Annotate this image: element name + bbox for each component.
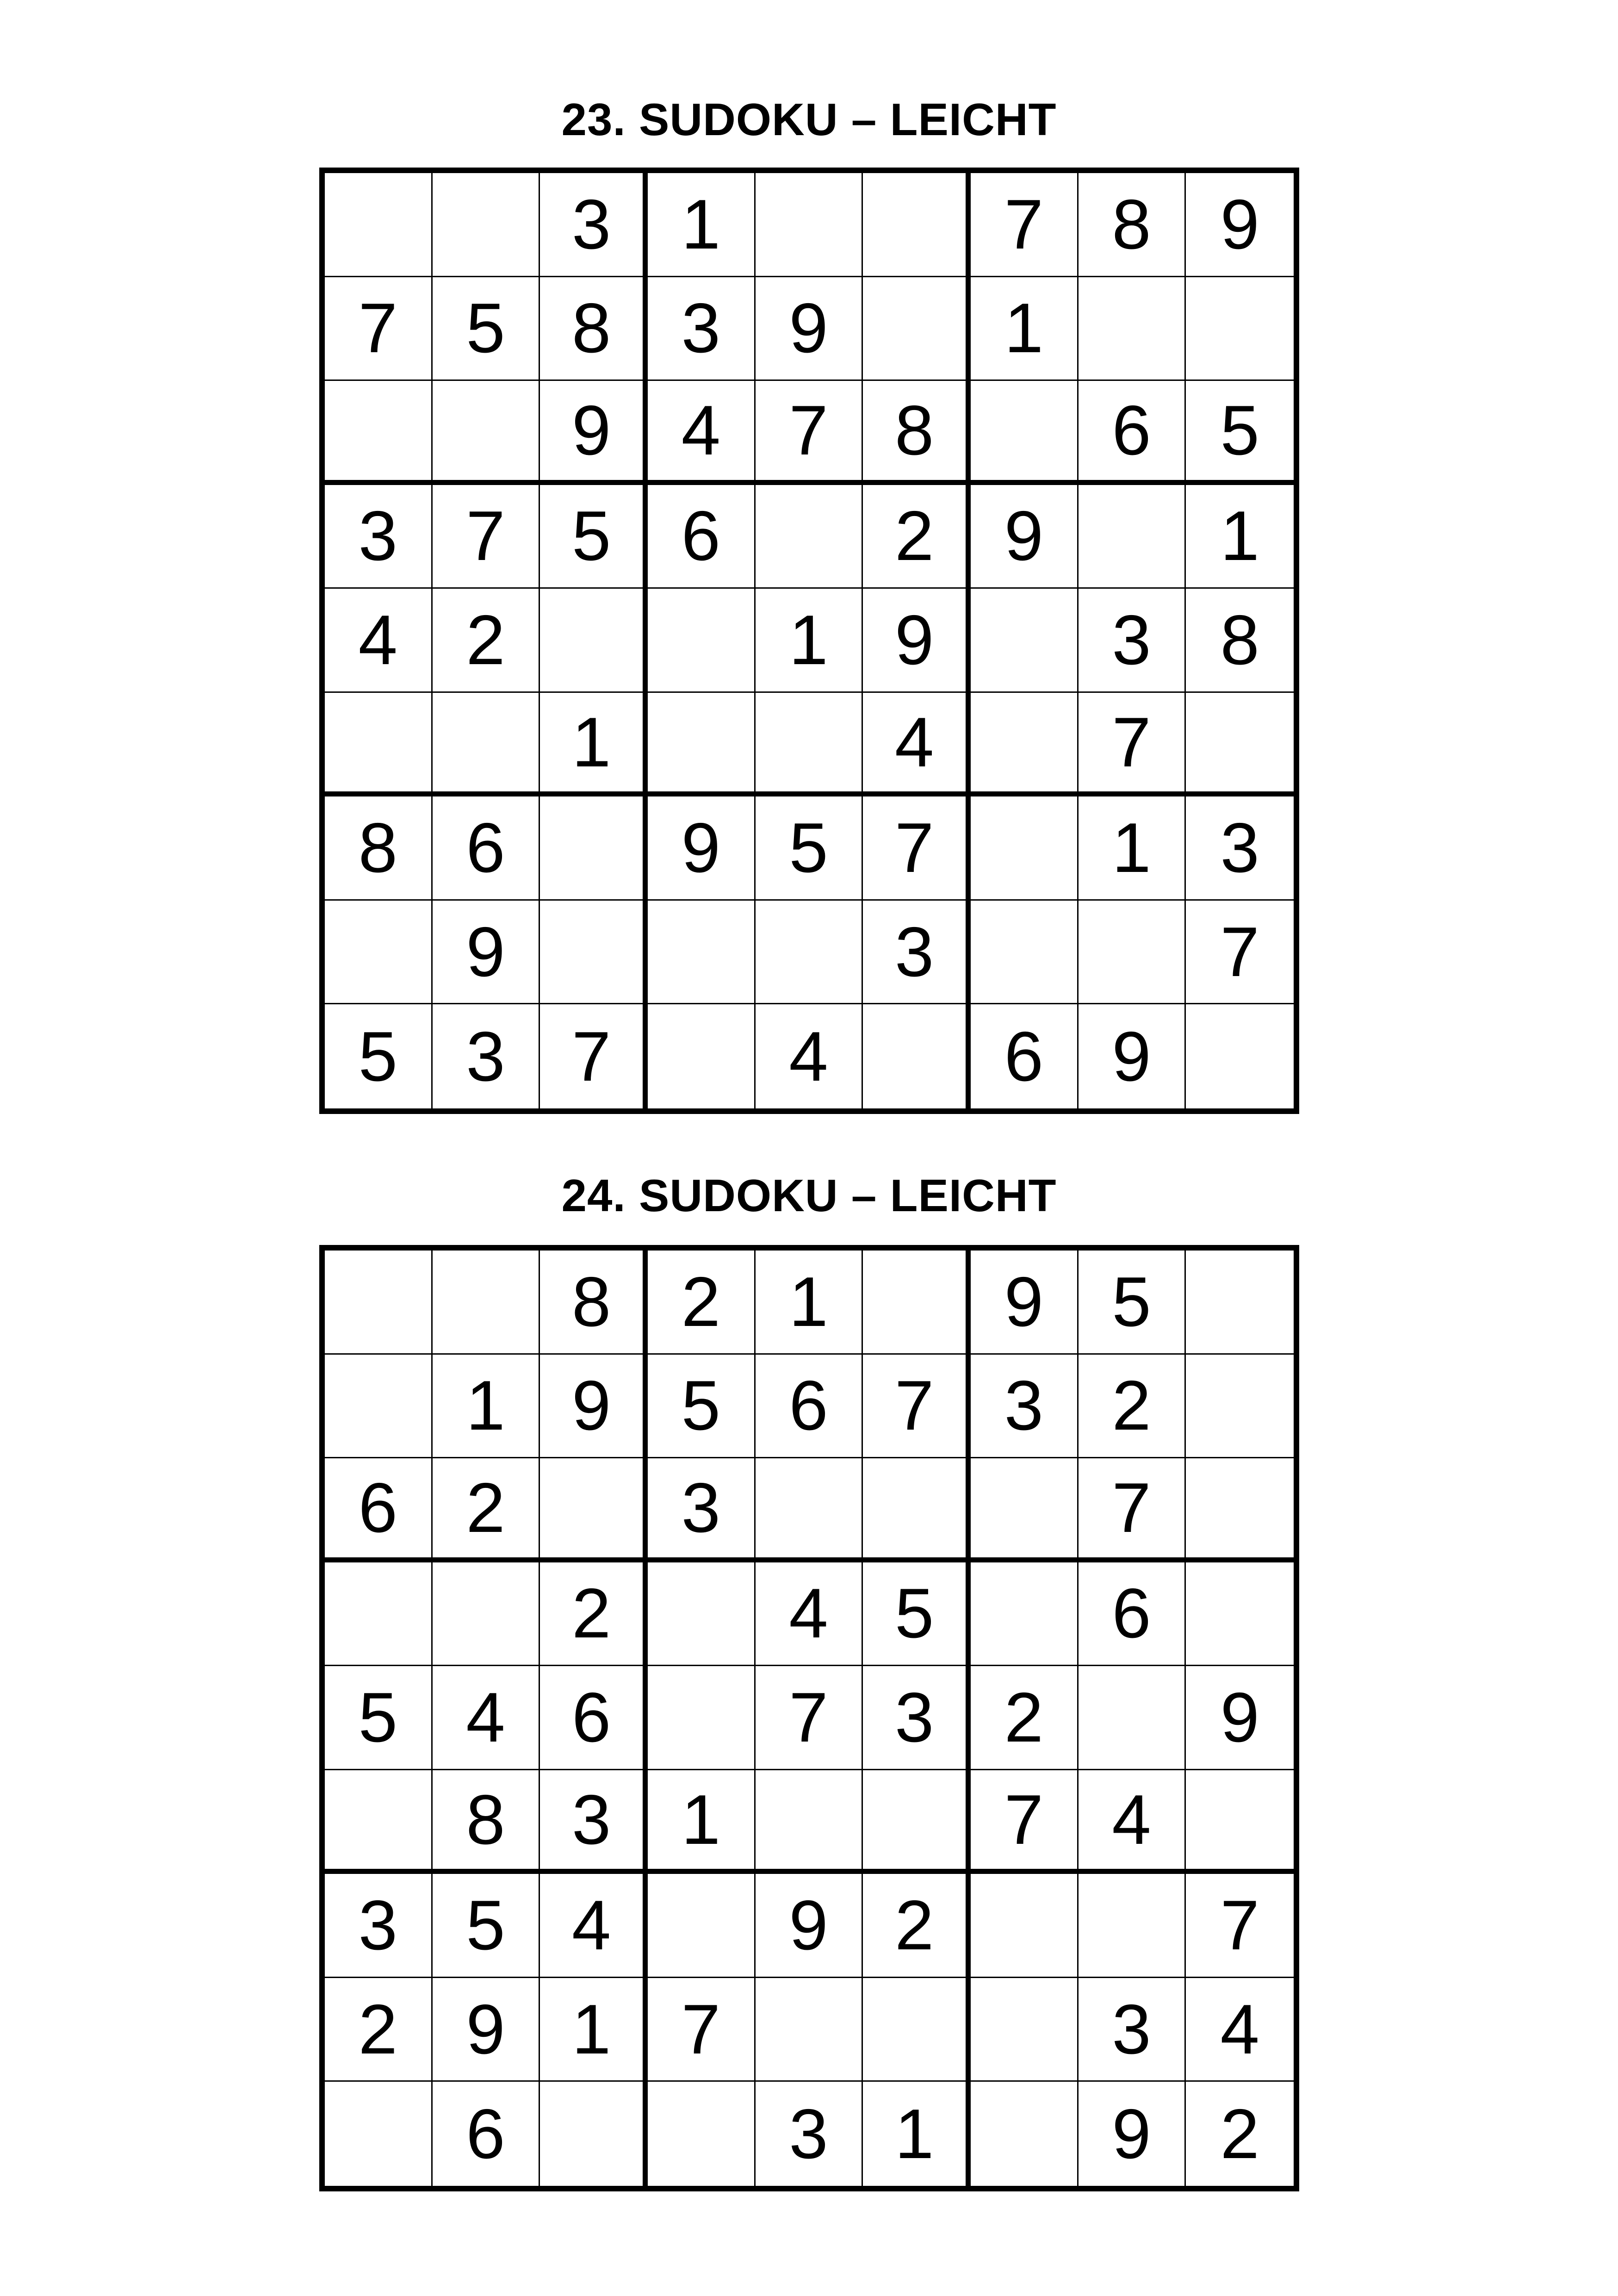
sudoku-cell: 5 (1186, 381, 1294, 485)
sudoku-cell (863, 1458, 971, 1562)
sudoku-cell: 5 (325, 1666, 433, 1770)
sudoku-cell (756, 173, 863, 277)
sudoku-cell: 4 (756, 1004, 863, 1108)
sudoku-cell: 9 (433, 901, 540, 1005)
sudoku-cell: 8 (325, 796, 433, 901)
sudoku-cell: 5 (1079, 1251, 1186, 1355)
sudoku-cell (1186, 1251, 1294, 1355)
sudoku-cell: 8 (540, 1251, 648, 1355)
sudoku-cell: 3 (325, 485, 433, 589)
sudoku-cell (1186, 1004, 1294, 1108)
sudoku-cell: 7 (1079, 693, 1186, 797)
sudoku-cell: 7 (863, 796, 971, 901)
sudoku-cell (863, 1251, 971, 1355)
sudoku-cell (863, 1978, 971, 2082)
sudoku-cell: 4 (863, 693, 971, 797)
sudoku-cell (325, 693, 433, 797)
sudoku-cell: 8 (433, 1770, 540, 1874)
sudoku-cell: 4 (433, 1666, 540, 1770)
sudoku-cell (1186, 1562, 1294, 1667)
sudoku-grid (319, 1245, 1299, 2191)
sudoku-cell (1079, 1666, 1186, 1770)
sudoku-cell: 6 (325, 1458, 433, 1562)
sudoku-cell (325, 1770, 433, 1874)
sudoku-cell: 8 (1186, 589, 1294, 693)
sudoku-cell: 9 (540, 381, 648, 485)
sudoku-cell (756, 1770, 863, 1874)
sudoku-cell (433, 1562, 540, 1667)
sudoku-cell: 7 (1079, 1458, 1186, 1562)
sudoku-cell: 1 (648, 1770, 756, 1874)
sudoku-cell: 4 (1186, 1978, 1294, 2082)
sudoku-cell (971, 381, 1079, 485)
sudoku-cell (325, 173, 433, 277)
sudoku-cell (648, 1874, 756, 1978)
sudoku-grid (319, 168, 1299, 1114)
sudoku-cell (756, 901, 863, 1005)
sudoku-cell: 1 (756, 589, 863, 693)
sudoku-cell (325, 1251, 433, 1355)
sudoku-cell (863, 1004, 971, 1108)
sudoku-cell (971, 796, 1079, 901)
sudoku-cell: 9 (1186, 1666, 1294, 1770)
sudoku-cell (1186, 1770, 1294, 1874)
sudoku-cell: 8 (1079, 173, 1186, 277)
sudoku-cell: 2 (1220, 2094, 1259, 2173)
sudoku-cell: 9 (1079, 2082, 1186, 2186)
sudoku-cell: 7 (1186, 901, 1294, 1005)
sudoku-cell: 1 (1079, 796, 1186, 901)
sudoku-cell: 1 (863, 2082, 971, 2186)
sudoku-cell: 6 (756, 1355, 863, 1459)
sudoku-cell: 3 (1079, 1978, 1186, 2082)
sudoku-cell: 2 (1079, 1355, 1186, 1459)
sudoku-cell: 3 (540, 1770, 648, 1874)
sudoku-cell: 2 (971, 1666, 1079, 1770)
sudoku-cell (540, 589, 648, 693)
sudoku-cell (971, 1874, 1079, 1978)
sudoku-cell: 9 (863, 589, 971, 693)
sudoku-cell: 1 (540, 693, 648, 797)
sudoku-cell (971, 901, 1079, 1005)
sudoku-cell (648, 693, 756, 797)
sudoku-cell (648, 1004, 756, 1108)
sudoku-cell (971, 1458, 1079, 1562)
sudoku-cell (1186, 693, 1294, 797)
sudoku-cell (971, 1562, 1079, 1667)
sudoku-cell: 7 (540, 1004, 648, 1108)
sudoku-cell: 2 (863, 1874, 971, 1978)
sudoku-cell: 7 (863, 1355, 971, 1459)
sudoku-cell: 3 (1186, 796, 1294, 901)
sudoku-cell (433, 173, 540, 277)
sudoku-cell (648, 2082, 756, 2186)
sudoku-cell: 6 (648, 485, 756, 589)
sudoku-cell: 3 (756, 2082, 863, 2186)
sudoku-cell (648, 1562, 756, 1667)
sudoku-cell (325, 2082, 433, 2186)
sudoku-cell (1186, 277, 1294, 381)
sudoku-cell: 7 (756, 381, 863, 485)
sudoku-cell: 1 (756, 1251, 863, 1355)
sudoku-cell (756, 485, 863, 589)
sudoku-cell (648, 589, 756, 693)
sudoku-cell: 2 (863, 485, 971, 589)
sudoku-cell (863, 1770, 971, 1874)
sudoku-cell: 3 (863, 901, 971, 1005)
sudoku-cell: 8 (863, 381, 971, 485)
sudoku-cell (433, 1251, 540, 1355)
sudoku-cell: 1 (540, 1978, 648, 2082)
sudoku-cell: 1 (433, 1355, 540, 1459)
sudoku-cell: 2 (433, 589, 540, 693)
sudoku-cell: 4 (756, 1562, 863, 1667)
sudoku-cell: 9 (433, 1978, 540, 2082)
sudoku-cell: 3 (971, 1355, 1079, 1459)
sudoku-cell: 6 (540, 1666, 648, 1770)
sudoku-cell: 5 (540, 485, 648, 589)
sudoku-cell (863, 277, 971, 381)
sudoku-cell: 1 (1186, 485, 1294, 589)
sudoku-cell: 7 (648, 1978, 756, 2082)
sudoku-cell (1079, 277, 1186, 381)
sudoku-cell (1079, 485, 1186, 589)
sudoku-cell: 4 (648, 381, 756, 485)
sudoku-cell (1186, 1458, 1294, 1562)
sudoku-cell (756, 1458, 863, 1562)
sudoku-cell: 1 (971, 277, 1079, 381)
sudoku-cell: 5 (863, 1562, 971, 1667)
sudoku-cell: 5 (325, 1004, 433, 1108)
sudoku-cell: 6 (971, 1004, 1079, 1108)
puzzle-title: 23. SUDOKU – LEICHT (561, 94, 1057, 145)
sudoku-cell (756, 1978, 863, 2082)
sudoku-cell: 2 (325, 1978, 433, 2082)
sudoku-cell (648, 1666, 756, 1770)
sudoku-cell (971, 2082, 1079, 2186)
puzzle-title: 24. SUDOKU – LEICHT (561, 1170, 1057, 1221)
sudoku-cell: 7 (325, 277, 433, 381)
sudoku-cell: 9 (648, 796, 756, 901)
sudoku-cell: 2 (540, 1562, 648, 1667)
sudoku-cell (756, 693, 863, 797)
sudoku-cell (325, 901, 433, 1005)
sudoku-cell: 2 (433, 1458, 540, 1562)
sudoku-cell: 3 (540, 173, 648, 277)
sudoku-cell: 9 (1079, 1004, 1186, 1108)
sudoku-cell: 7 (756, 1666, 863, 1770)
sudoku-cell (540, 901, 648, 1005)
sudoku-cell: 9 (540, 1355, 648, 1459)
sudoku-cell (540, 2082, 648, 2186)
sudoku-cell: 5 (433, 277, 540, 381)
sudoku-cell (1079, 901, 1186, 1005)
sudoku-cell (648, 901, 756, 1005)
sudoku-cell: 4 (1079, 1770, 1186, 1874)
sudoku-cell (540, 796, 648, 901)
sudoku-cell: 4 (540, 1874, 648, 1978)
sudoku-cell: 3 (648, 1458, 756, 1562)
sudoku-cell: 6 (1079, 381, 1186, 485)
sudoku-cell: 3 (648, 277, 756, 381)
sudoku-cell: 9 (756, 1874, 863, 1978)
sudoku-cell: 5 (648, 1355, 756, 1459)
sudoku-cell (325, 1562, 433, 1667)
sudoku-cell (971, 693, 1079, 797)
sudoku-cell (971, 1978, 1079, 2082)
sudoku-cell (325, 1355, 433, 1459)
sudoku-cell (1186, 1355, 1294, 1459)
sudoku-cell: 7 (971, 1770, 1079, 1874)
sudoku-cell: 5 (433, 1874, 540, 1978)
sudoku-cell: 9 (971, 485, 1079, 589)
sudoku-cell: 6 (1079, 1562, 1186, 1667)
sudoku-cell: 9 (971, 1251, 1079, 1355)
sudoku-cell (863, 173, 971, 277)
sudoku-cell: 8 (540, 277, 648, 381)
sudoku-cell: 3 (1079, 589, 1186, 693)
sudoku-cell: 7 (433, 485, 540, 589)
sudoku-cell: 3 (863, 1666, 971, 1770)
sudoku-cell: 4 (325, 589, 433, 693)
sudoku-cell: 9 (1186, 173, 1294, 277)
sudoku-cell (971, 589, 1079, 693)
sudoku-cell: 5 (756, 796, 863, 901)
sudoku-cell (540, 1458, 648, 1562)
sudoku-cell: 2 (648, 1251, 756, 1355)
sudoku-cell: 7 (1186, 1874, 1294, 1978)
sudoku-cell: 6 (433, 796, 540, 901)
sudoku-cell: 6 (433, 2082, 540, 2186)
sudoku-cell (433, 693, 540, 797)
sudoku-cell: 9 (756, 277, 863, 381)
sudoku-cell (433, 381, 540, 485)
sudoku-cell (325, 381, 433, 485)
sudoku-cell: 3 (433, 1004, 540, 1108)
sudoku-cell: 1 (648, 173, 756, 277)
sudoku-cell: 7 (971, 173, 1079, 277)
sudoku-cell (1079, 1874, 1186, 1978)
sudoku-cell: 3 (325, 1874, 433, 1978)
